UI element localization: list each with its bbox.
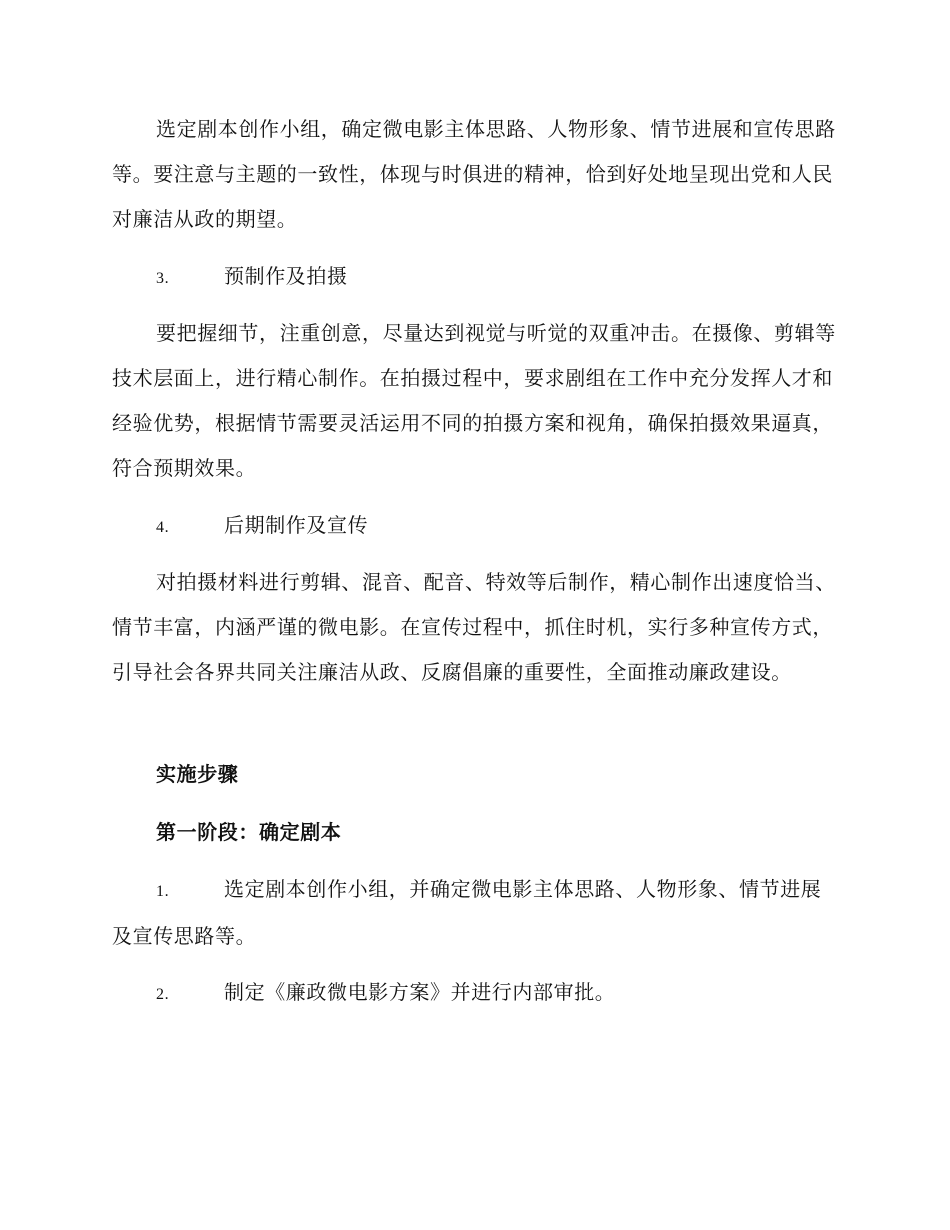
list-item-text: 预制作及拍摄 bbox=[224, 264, 348, 288]
list-number: 4. bbox=[156, 519, 170, 536]
paragraph-shooting: 要把握细节，注重创意，尽量达到视觉与听觉的双重冲击。在摄像、剪辑等技术层面上，进行精心制作。在拍摄过程中，要求剧组在工作中充分发挥人才和经验优势，根据情节需要灵活运用不同的拍摄方案和视角，确保拍摄效果逼真，符合预期效果。 bbox=[112, 321, 836, 480]
list-item-text: 后期制作及宣传 bbox=[224, 513, 369, 537]
step-item-2 bbox=[112, 970, 836, 1017]
list-item-text: 制定《廉政微电影方案》并进行内部审批。 bbox=[224, 980, 616, 1004]
section-heading-phase-one: 第一阶段：确定剧本 bbox=[156, 820, 342, 844]
list-number: 3. bbox=[156, 270, 170, 287]
list-number: 2. bbox=[156, 986, 170, 1003]
section-heading-steps: 实施步骤 bbox=[156, 762, 239, 786]
step-item-1 bbox=[112, 867, 836, 959]
list-number: 1. bbox=[156, 883, 170, 900]
paragraph-script-team: 选定剧本创作小组，确定微电影主体思路、人物形象、情节进展和宣传思路等。要注意与主题的一致性，体现与时俱进的精神，恰到好处地呈现出党和人民对廉洁从政的期望。 bbox=[112, 117, 836, 231]
list-item-text: 选定剧本创作小组，并确定微电影主体思路、人物形象、情节进展及宣传思路等。 bbox=[112, 877, 822, 948]
list-item-post-production bbox=[112, 503, 836, 550]
paragraph-promotion: 对拍摄材料进行剪辑、混音、配音、特效等后制作，精心制作出速度恰当、情节丰富，内涵严谨的微电影。在宣传过程中，抓住时机，实行多种宣传方式，引导社会各界共同关注廉洁从政、反腐倡廉的重要性，全面推动廉政建设。 bbox=[112, 570, 836, 684]
list-item-pre-production bbox=[112, 254, 836, 301]
